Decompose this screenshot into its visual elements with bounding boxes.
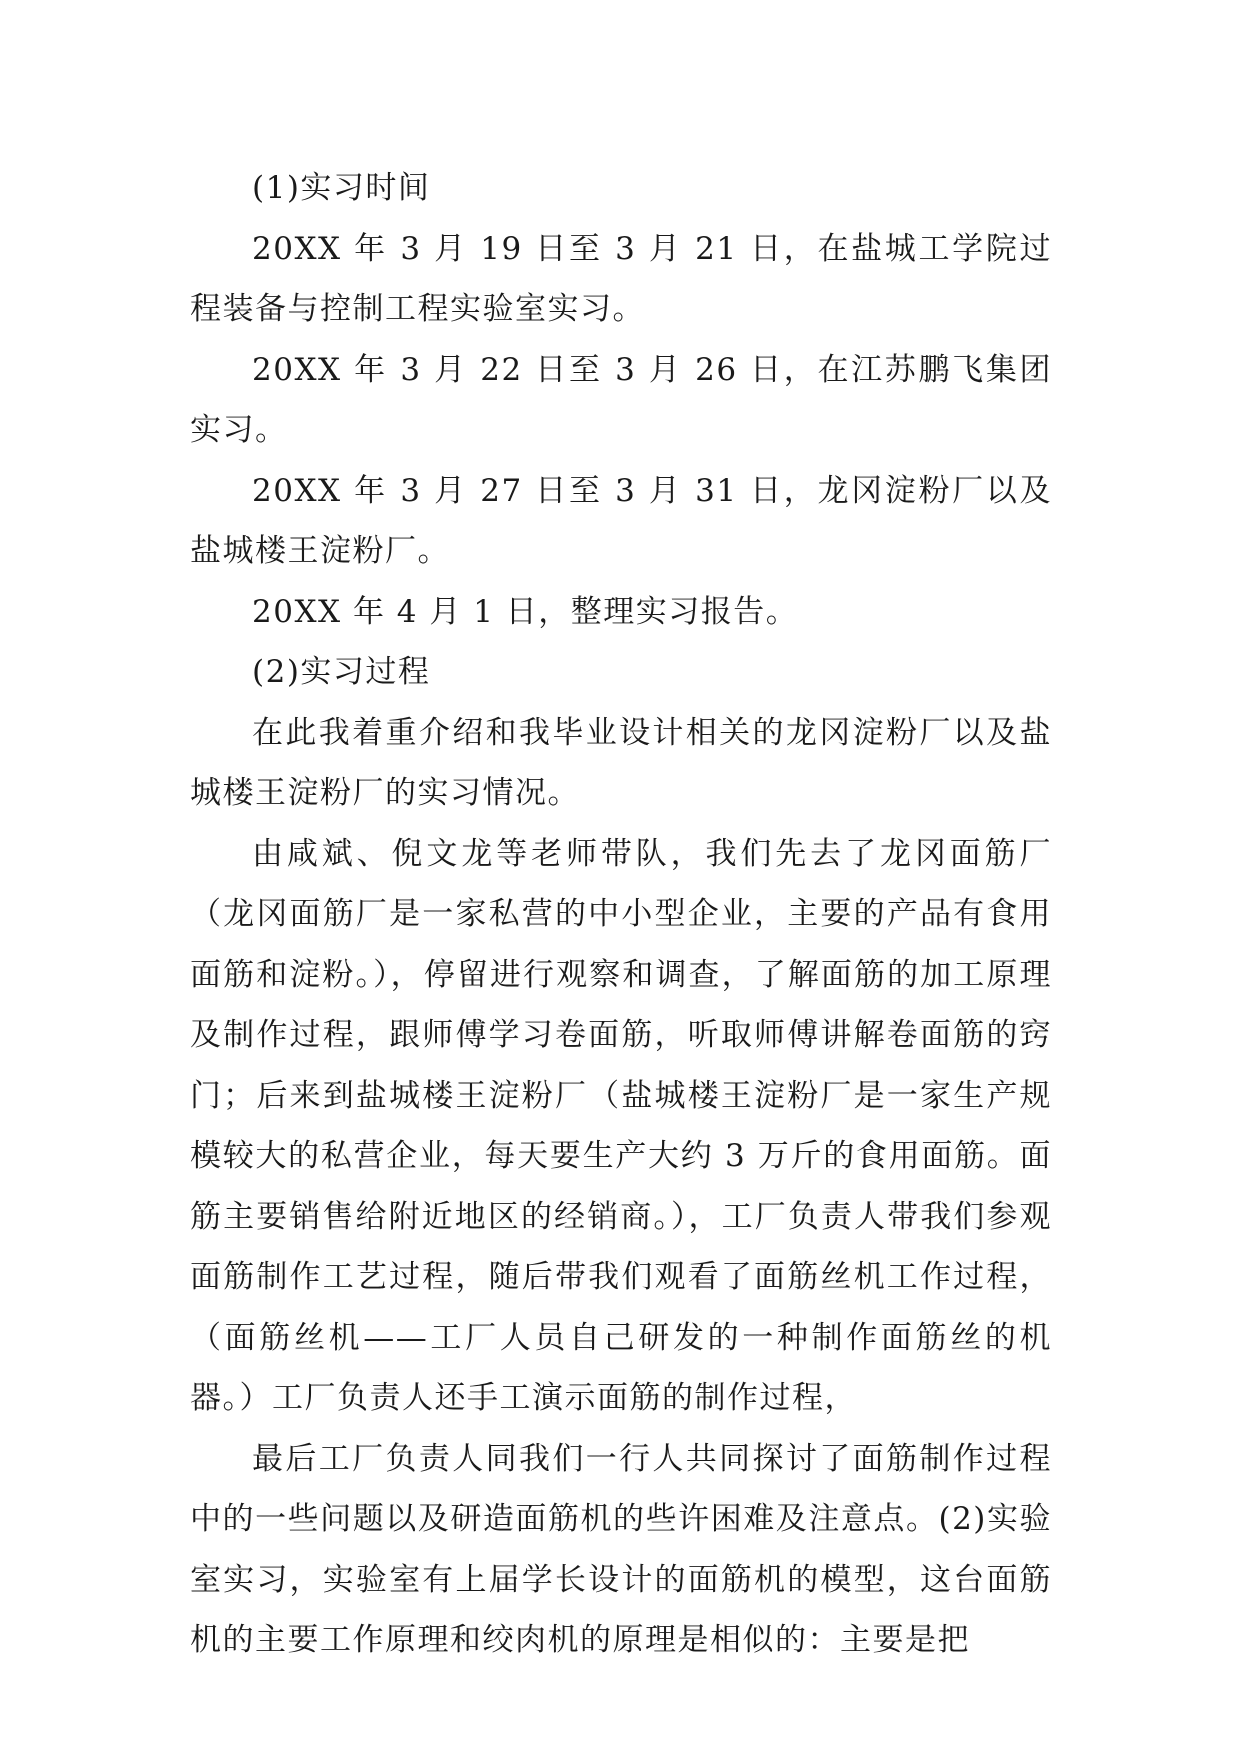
paragraph-internship-process-heading: (2)实习过程 (252, 654, 431, 690)
paragraph-starch-factory-dates: 20XX 年 3 月 27 日至 3 月 31 日，龙冈淀粉厂以及盐城楼王淀粉厂。 (190, 472, 1052, 569)
paragraph-discussion-and-lab: 最后工厂负责人同我们一行人共同探讨了面筋制作过程中的一些问题以及研造面筋机的些许困难及注意点。(2)实验室实习，实验室有上届学长设计的面筋机的模型，这台面筋机的主要工作原理和绞肉机的原理是相似的：主要是把 (190, 1440, 1052, 1658)
paragraph-factory-visit: 由咸斌、倪文龙等老师带队，我们先去了龙冈面筋厂（龙冈面筋厂是一家私营的中小型企业，主要的产品有食用面筋和淀粉。），停留进行观察和调查，了解面筋的加工原理及制作过程，跟师傅学习卷面筋，听取师傅讲解卷面筋的窍门；后来到盐城楼王淀粉厂（盐城楼王淀粉厂是一家生产规模较大的私营企业，每天要生产大约 3 万斤的食用面筋。面筋主要销售给附近地区的经销商。），工厂负责人带我们参观面筋制作工艺过程，随后带我们观看了面筋丝机工作过程，（面筋丝机——工厂人员自己研发的一种制作面筋丝的机器。）工厂负责人还手工演示面筋的制作过程， (190, 835, 1052, 1416)
paragraph-internship-time-heading: (1)实习时间 (252, 170, 431, 206)
paragraph-pengfei-internship-dates: 20XX 年 3 月 22 日至 3 月 26 日，在江苏鹏飞集团实习。 (190, 351, 1052, 448)
paragraph-report-date: 20XX 年 4 月 1 日，整理实习报告。 (252, 593, 799, 630)
paragraph-introduction: 在此我着重介绍和我毕业设计相关的龙冈淀粉厂以及盐城楼王淀粉厂的实习情况。 (190, 714, 1052, 811)
document-body (190, 158, 1052, 1671)
paragraph-lab-internship-dates: 20XX 年 3 月 19 日至 3 月 21 日，在盐城工学院过程装备与控制工程实验室实习。 (190, 230, 1052, 327)
